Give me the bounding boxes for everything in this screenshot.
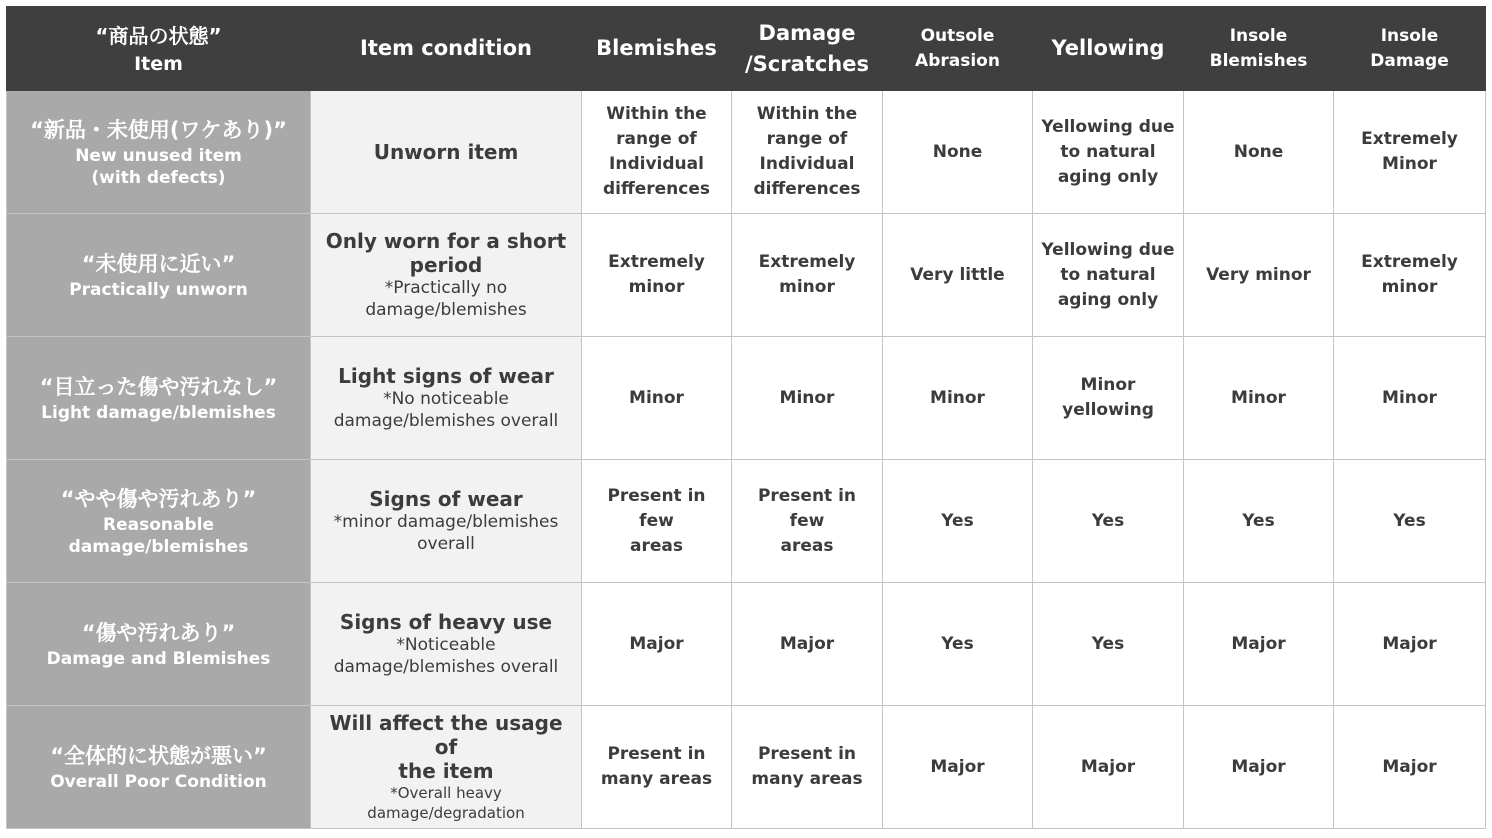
outsole-cell: None: [883, 91, 1033, 214]
item-jp: “傷や汚れあり”: [81, 621, 236, 645]
yellowing-cell: Major: [1033, 706, 1184, 829]
yellowing-cell: Yes: [1033, 460, 1184, 583]
yellowing-cell: Yellowing due to natural aging only: [1033, 214, 1184, 337]
header-item-jp: “商品の状態”: [95, 23, 222, 48]
damage-cell: Present in many areas: [732, 706, 883, 829]
outsole-cell: Yes: [883, 583, 1033, 706]
insole-blemishes-cell: Yes: [1184, 460, 1334, 583]
damage-cell: Present in few areas: [732, 460, 883, 583]
condition-cell: [311, 460, 582, 583]
item-jp: “新品・未使用(ワケあり)”: [30, 118, 287, 142]
insole-blemishes-cell: None: [1184, 91, 1334, 214]
condition-note: *minor damage/blemishes overall: [333, 512, 559, 554]
insole-blemishes-cell: Very minor: [1184, 214, 1334, 337]
condition-cell: [311, 214, 582, 337]
header-row: [7, 7, 1486, 91]
blemishes-cell: Present in few areas: [582, 460, 732, 583]
item-jp: “未使用に近い”: [81, 252, 236, 276]
item-cell: [7, 337, 311, 460]
header-blemishes: Blemishes: [582, 7, 732, 91]
table-header: [7, 7, 1486, 91]
table-row: [7, 706, 1486, 829]
header-condition: Item condition: [311, 7, 582, 91]
header-item: [7, 7, 311, 91]
condition-note: *Practically no damage/blemishes: [365, 278, 527, 320]
item-cell: [7, 583, 311, 706]
condition-note: *Noticeable damage/blemishes overall: [333, 635, 559, 677]
damage-cell: Extremely minor: [732, 214, 883, 337]
outsole-cell: Yes: [883, 460, 1033, 583]
header-outsole-abrasion: Outsole Abrasion: [883, 7, 1033, 91]
insole-damage-cell: Major: [1334, 583, 1486, 706]
insole-damage-cell: Extremely Minor: [1334, 91, 1486, 214]
condition-main: Signs of heavy use: [339, 610, 553, 634]
insole-blemishes-cell: Major: [1184, 706, 1334, 829]
item-en: Damage and Blemishes: [46, 649, 271, 669]
item-cell: [7, 214, 311, 337]
condition-cell: [311, 706, 582, 829]
damage-cell: Within the range of Individual differences: [732, 91, 883, 214]
insole-damage-cell: Major: [1334, 706, 1486, 829]
condition-main: Light signs of wear: [338, 364, 554, 388]
header-item-en: Item: [134, 52, 183, 75]
table-row: [7, 214, 1486, 337]
table-row: [7, 337, 1486, 460]
item-jp: “目立った傷や汚れなし”: [39, 375, 278, 399]
item-jp: “やや傷や汚れあり”: [60, 487, 257, 511]
condition-main: Only worn for a short period: [325, 229, 567, 277]
insole-damage-cell: Yes: [1334, 460, 1486, 583]
item-cell: [7, 706, 311, 829]
outsole-cell: Very little: [883, 214, 1033, 337]
insole-damage-cell: Extremely minor: [1334, 214, 1486, 337]
item-en: Light damage/blemishes: [41, 403, 276, 423]
item-en: Reasonable damage/blemishes: [68, 515, 249, 557]
condition-cell: [311, 337, 582, 460]
blemishes-cell: Major: [582, 583, 732, 706]
header-insole-damage: Insole Damage: [1334, 7, 1486, 91]
condition-note: *Overall heavy damage/degradation: [367, 784, 525, 822]
item-cell: [7, 460, 311, 583]
insole-blemishes-cell: Minor: [1184, 337, 1334, 460]
damage-cell: Minor: [732, 337, 883, 460]
header-insole-blemishes: Insole Blemishes: [1184, 7, 1334, 91]
table-row: [7, 91, 1486, 214]
condition-main: Will affect the usage of the item: [329, 711, 563, 783]
header-damage: Damage /Scratches: [732, 7, 883, 91]
blemishes-cell: Minor: [582, 337, 732, 460]
item-en: Overall Poor Condition: [50, 772, 267, 792]
table-body: [7, 91, 1486, 829]
insole-damage-cell: Minor: [1334, 337, 1486, 460]
outsole-cell: Major: [883, 706, 1033, 829]
yellowing-cell: Yes: [1033, 583, 1184, 706]
condition-table: [6, 6, 1486, 829]
condition-cell: [311, 583, 582, 706]
condition-main: Signs of wear: [369, 487, 523, 511]
item-jp: “全体的に状態が悪い”: [50, 744, 267, 768]
item-cell: [7, 91, 311, 214]
item-en: New unused item (with defects): [75, 146, 242, 188]
header-yellowing: Yellowing: [1033, 7, 1184, 91]
blemishes-cell: Extremely minor: [582, 214, 732, 337]
outsole-cell: Minor: [883, 337, 1033, 460]
item-en: Practically unworn: [69, 280, 248, 300]
condition-main: Unworn item: [373, 140, 519, 164]
insole-blemishes-cell: Major: [1184, 583, 1334, 706]
condition-cell: [311, 91, 582, 214]
damage-cell: Major: [732, 583, 883, 706]
yellowing-cell: Yellowing due to natural aging only: [1033, 91, 1184, 214]
blemishes-cell: Present in many areas: [582, 706, 732, 829]
table-row: [7, 460, 1486, 583]
yellowing-cell: Minor yellowing: [1033, 337, 1184, 460]
blemishes-cell: Within the range of Individual differences: [582, 91, 732, 214]
table-row: [7, 583, 1486, 706]
condition-note: *No noticeable damage/blemishes overall: [333, 389, 559, 431]
